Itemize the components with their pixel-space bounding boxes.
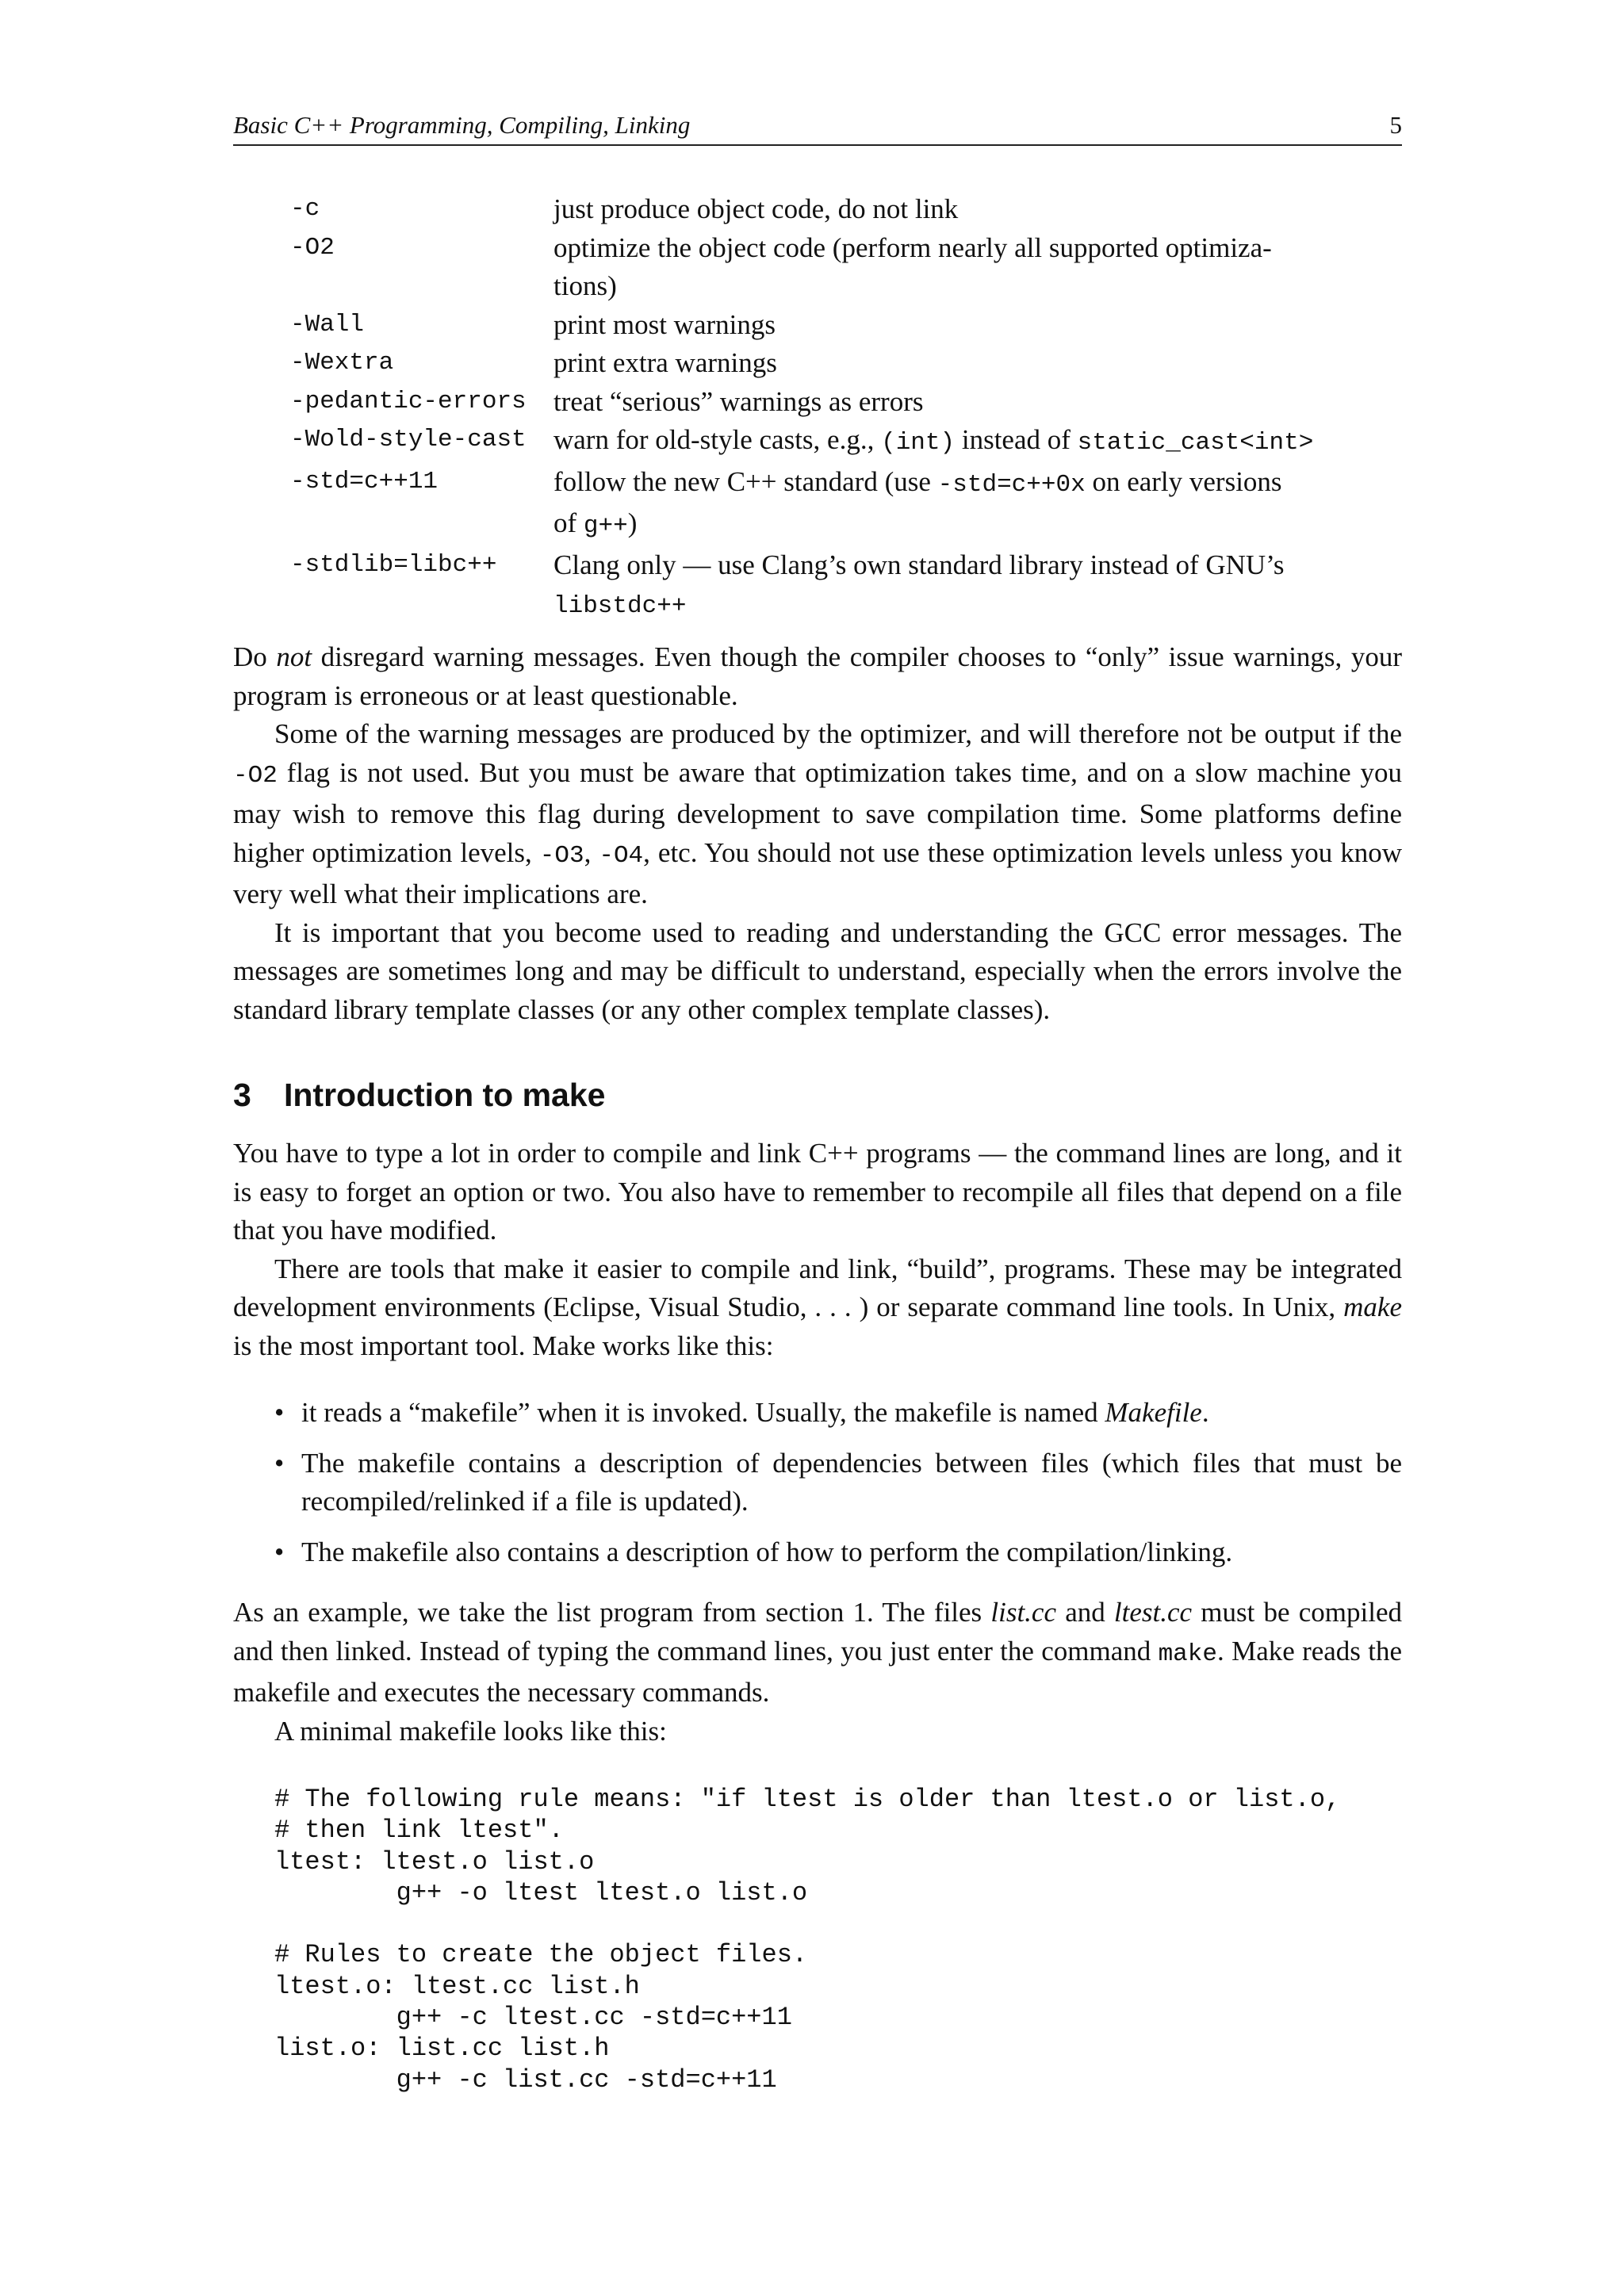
paragraphs-warnings [233, 638, 1402, 1029]
text-run: follow the new C++ standard (use [553, 465, 938, 497]
emphasis-text: list.cc [990, 1597, 1056, 1628]
text-run: There are tools that make it easier to compile and link, “build”, programs. These may be integrated development environments (Eclipse, Visual Studio, . . . ) or separate command line tools. In Unix, [233, 1253, 1402, 1322]
text-run: disregard warning messages. Even though the compiler chooses to “only” issue warnings, your program is erroneous or at least questionable. [233, 641, 1402, 711]
text-run: and [1056, 1597, 1114, 1628]
make-features-list [233, 1394, 1402, 1583]
emphasis-text: make [1343, 1292, 1402, 1322]
list-item [233, 1394, 1402, 1433]
option-description [553, 229, 1345, 306]
text-run: treat “serious” warnings as errors [553, 385, 924, 417]
header-title: Basic C++ Programming, Compiling, Linking [233, 111, 691, 139]
text-run: print most warnings [553, 308, 776, 340]
text-run: just produce object code, do not link [553, 193, 959, 224]
option-row [290, 344, 1345, 383]
bullet-icon: • [274, 1447, 285, 1479]
option-row [290, 306, 1345, 345]
emphasis-text: ltest.cc [1113, 1597, 1193, 1628]
running-header [233, 106, 1402, 146]
option-row [290, 229, 1345, 306]
inline-code: make [1158, 1640, 1217, 1668]
option-description [553, 190, 1345, 229]
inline-code: -O2 [233, 761, 278, 790]
option-flag: -O2 [290, 233, 335, 262]
makefile-code-block: # The following rule means: "if ltest is older than ltest.o or list.o, # then link ltest". ltest: ltest.o list.o g++ -o ltest ltest.o list.o # Rules to create the object files. ltest.o: ltest.cc list.h g++ -c ltest.cc -std=c++11 list.o: list.cc list.h g++ -c list.cc -std=c++11 [274, 1785, 1341, 2095]
text-run: is the most important tool. Make works like this: [233, 1330, 774, 1361]
page-number: 5 [1389, 111, 1402, 139]
option-description [553, 383, 1345, 422]
text-run: The makefile contains a description of dependencies between files (which files that must be recompiled/relinked if a file is updated). [301, 1447, 1402, 1517]
text-run: warn for old-style casts, e.g., [553, 424, 882, 455]
option-flag: -std=c++11 [290, 467, 439, 496]
text-run: ) [627, 507, 638, 538]
option-row [290, 463, 1345, 546]
text-run: it reads a “makefile” when it is invoked. Usually, the makefile is named [301, 1397, 1105, 1428]
option-description [553, 463, 1345, 546]
option-row [290, 546, 1345, 626]
text-run: , [584, 836, 599, 868]
option-flag: -Wold-style-cast [290, 426, 527, 453]
inline-code: -O3 [539, 841, 584, 870]
inline-code: -std=c++0x [937, 470, 1086, 499]
paragraph [233, 1135, 1402, 1250]
text-run: print extra warnings [553, 347, 777, 378]
text-run: must be compiled and then linked. Instead of typing the command lines, you just enter the command [233, 1597, 1402, 1667]
text-run: You have to type a lot in order to compile and link C++ programs — the command lines are long, and it is easy to forget an option or two. You also have to remember to recompile all files that depend on a file that you have modified. [233, 1138, 1402, 1246]
option-flag: -stdlib=libc++ [290, 550, 497, 579]
bullet-icon: • [274, 1397, 285, 1428]
text-run: The makefile also contains a description of how to perform the compilation/linking. [301, 1536, 1233, 1567]
option-description [553, 546, 1345, 626]
inline-code: libstdc++ [553, 592, 687, 620]
text-run: on early versions [1085, 465, 1282, 497]
paragraph [233, 1594, 1402, 1712]
option-flag: -Wall [290, 310, 365, 339]
section-heading [233, 1073, 605, 1117]
text-run: , etc. You should not use these optimization levels unless you know very well what their implications are. [233, 836, 1403, 909]
paragraphs-example [233, 1594, 1402, 1751]
inline-code: static_cast<int> [1077, 429, 1314, 457]
option-row [290, 190, 1345, 229]
text-run: Do [233, 641, 277, 672]
list-item [233, 1533, 1402, 1572]
text-run: . [1201, 1397, 1209, 1428]
compiler-options-table [290, 190, 1345, 626]
text-run: A minimal makefile looks like this: [274, 1715, 667, 1747]
text-run: It is important that you become used to reading and understanding the GCC error messages. The messages are sometimes long and may be difficult to understand, especially when the errors involve the standard library template classes (or any other complex template classes). [233, 916, 1402, 1025]
text-run: . Make reads the makefile and executes the necessary commands. [233, 1635, 1402, 1708]
paragraph [233, 715, 1402, 914]
section-title: Introduction to make [284, 1077, 606, 1113]
text-run: instead of [955, 424, 1078, 455]
list-item [233, 1445, 1402, 1521]
paragraph [233, 914, 1402, 1030]
inline-code: -O4 [599, 841, 644, 870]
option-row [290, 383, 1345, 422]
text-run: Some of the warning messages are produced by the optimizer, and will therefore not be output if the [274, 718, 1402, 749]
option-flag: -c [290, 195, 320, 223]
option-description [553, 421, 1345, 463]
bullet-icon: • [274, 1536, 285, 1567]
paragraph [233, 1712, 1402, 1751]
option-description [553, 306, 1345, 345]
option-flag: -Wextra [290, 349, 394, 377]
inline-code: g++ [583, 512, 628, 540]
text-run: optimize the object code (perform nearly all supported optimiza- [553, 232, 1272, 263]
text-run: of [553, 507, 584, 538]
option-flag: -pedantic-errors [290, 387, 527, 415]
paragraph [233, 638, 1402, 715]
emphasis-text: Makefile [1105, 1397, 1202, 1428]
emphasis-text: not [276, 641, 312, 672]
paragraphs-make-intro [233, 1135, 1402, 1365]
inline-code: (int) [881, 429, 956, 457]
paragraph [233, 1250, 1402, 1366]
text-run: flag is not used. But you must be aware that optimization takes time, and on a slow machine you may wish to remove this flag during development to save compilation time. Some platforms define higher optimization levels, [233, 756, 1402, 868]
section-number: 3 [233, 1077, 251, 1113]
text-run: tions) [553, 270, 617, 301]
option-description [553, 344, 1345, 383]
option-row [290, 421, 1345, 463]
text-run: As an example, we take the list program from section 1. The files [233, 1597, 991, 1628]
text-run: Clang only — use Clang’s own standard library instead of GNU’s [553, 549, 1285, 580]
